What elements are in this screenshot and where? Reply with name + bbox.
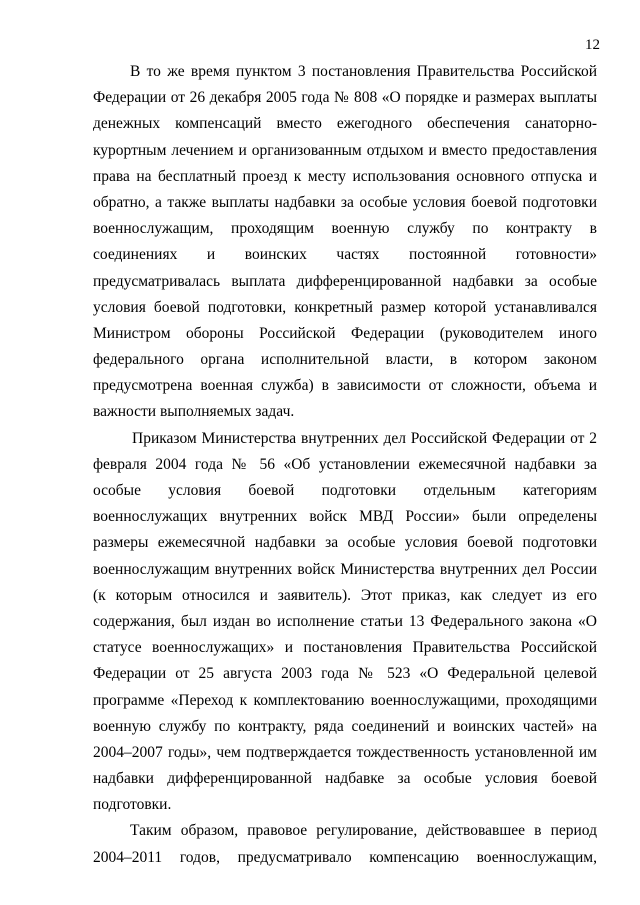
text-line: подготовки. [93,796,172,814]
text-line: федерального органа исполнительной власти, в котором законом [93,351,597,369]
text-line: Федерации от 26 декабря 2005 года № 808 «О порядке и размерах выплаты [93,89,597,107]
text-line: Федерации от 25 августа 2003 года № 523 «О Федеральной целевой [93,665,597,683]
paragraph-3 [93,818,597,870]
text-line: Министром обороны Российской Федерации (руководителем иного [93,324,597,342]
text-line: надбавки дифференцированной надбавке за особые условия боевой [93,770,597,788]
text-line: права на бесплатный проезд к месту использования основного отпуска и [93,167,597,185]
text-line: военнослужащих внутренних войск МВД России» были определены [93,508,597,526]
text-line: 2004–2011 годов, предусматривало компенсацию военнослужащим, [93,848,597,866]
text-line: особые условия боевой подготовки отдельным категориям [93,482,597,499]
text-line: предусмотрена военная служба) в зависимости от сложности, объема и [93,377,597,395]
text-line: Приказом Министерства внутренних дел Российской Федерации от 2 [132,429,597,447]
page-number: 12 [585,37,600,53]
text-line: соединениях и воинских частях постоянной готовности» [93,246,597,264]
text-line: (к которым относился и заявитель). Этот приказ, как следует из его [93,586,597,604]
text-line: программе «Переход к комплектованию военнослужащими, проходящими [93,691,597,709]
text-line: военную службу по контракту, ряда соединений и воинских частей» на [93,717,597,735]
text-line: В то же время пунктом 3 постановления Правительства Российской [130,63,597,80]
text-line: курортным лечением и организованным отдыхом и вместо предоставления [93,141,597,159]
text-line: предусматривалась выплата дифференцированной надбавки за особые [93,272,597,290]
text-line: важности выполняемых задач. [93,403,295,421]
paragraph-1 [93,59,597,426]
text-line: обратно, а также выплаты надбавки за особые условия боевой подготовки [93,193,597,211]
text-line: 2004–2007 годы», чем подтверждается тождественность установленной им [93,743,597,761]
text-line: условия боевой подготовки, конкретный размер которой устанавливался [93,298,597,316]
text-line: размеры ежемесячной надбавки за особые условия боевой подготовки [93,534,597,552]
text-line: статусе военнослужащих» и постановления Правительства Российской [93,639,597,657]
text-line: февраля 2004 года № 56 «Об установлении ежемесячной надбавки за [93,455,597,473]
text-line: военнослужащим внутренних войск Министерства внутренних дел России [93,560,597,578]
text-line: Таким образом, правовое регулирование, действовавшее в период [130,822,597,840]
text-line: военнослужащим, проходящим военную службу по контракту в [93,220,597,238]
document-body [93,59,597,871]
text-line: содержания, был издан во исполнение статьи 13 Федерального закона «О [93,612,597,630]
text-line: денежных компенсаций вместо ежегодного обеспечения санаторно- [93,115,597,133]
paragraph-2 [93,426,597,819]
